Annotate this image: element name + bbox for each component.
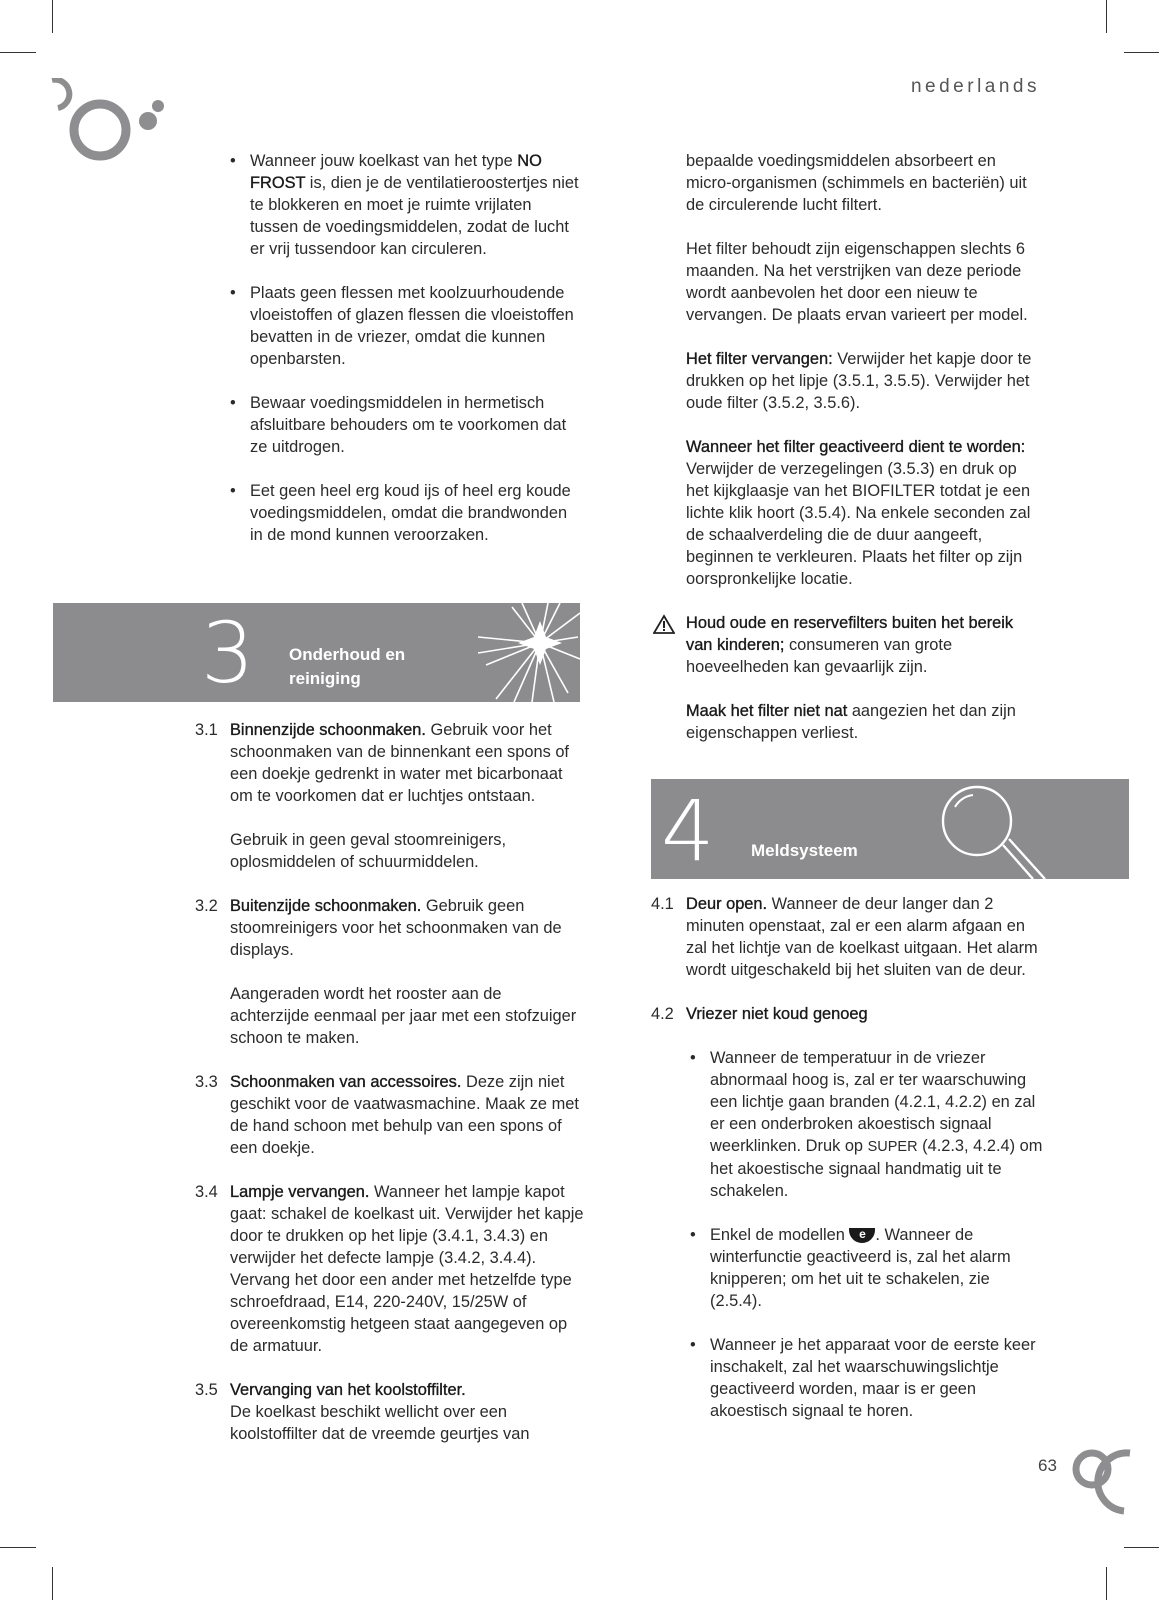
section-3-2: 3.2 Buitenzijde schoonmaken. Gebruik geen stoomreinigers voor het schoonmaken van de displays. Aangeraden wordt het rooster aan de achterzijde eenmaal per jaar met een stofzuiger schoon te maken. <box>195 897 577 1047</box>
chapter-number: 4 <box>661 782 715 879</box>
warning-triangle-icon <box>653 614 675 634</box>
language-label: nederlands <box>910 76 1040 97</box>
filter-replace: Het filter vervangen: Verwijder het kapje door te drukken op het lipje (3.5.1, 3.5.5). Verwijder het oude filter (3.5.2, 3.5.6). <box>686 350 1032 412</box>
circles-logo-icon <box>1068 1445 1138 1525</box>
circles-logo-icon <box>48 78 168 168</box>
filter-activate: Wanneer het filter geactiveerd dient te worden: Verwijder de verzegelingen (3.5.3) en druk op het kijkglaasje van het BIOFILTER totdat je een lichte klik hoort (3.5.4). Na enkele seconden zal de schaalverdeling die de duur aangeeft, beginnen te verkleuren. Plaats het filter op zijn oorspronkelijke locatie. <box>686 438 1031 588</box>
list-item: • Wanneer jouw koelkast van het type NO FROST is, dien je de ventilatieroostertjes niet te blokkeren en moet je ruimte vrijlaten tussen de voedingsmiddelen, zodat de lucht er vrij tussendoor kan circuleren. <box>228 150 583 260</box>
chapter-3-banner <box>53 603 580 702</box>
magnifier-icon <box>933 785 1053 879</box>
left-column-sections <box>195 719 585 1467</box>
chapter-number: 3 <box>201 604 255 702</box>
chapter-title: Onderhoud en reiniging <box>289 645 406 688</box>
list-item: • Wanneer de temperatuur in de vriezer abnormaal hoog is, zal er ter waarschuwing een lichtje gaan branden (4.2.1, 4.2.2) en zal er een onderbroken akoestisch signaal weerklinken. Druk op SUPER (4.2.3, 4.2.4) om het akoestische signaal handmatig uit te schakelen. <box>688 1047 1046 1202</box>
chapter-4-banner <box>651 779 1129 879</box>
list-item: • Plaats geen flessen met koolzuurhoudende vloeistoffen of glazen flessen die vloeistoffen bevatten in de vriezer, omdat die kunnen openbarsten. <box>228 282 583 370</box>
alarm-list <box>688 1047 1046 1422</box>
super-key-label: SUPER <box>867 1139 918 1155</box>
filter-lifetime: Het filter behoudt zijn eigenschappen slechts 6 maanden. Na het verstrijken van deze periode wordt aanbevolen het door een nieuw te vervangen. De plaats ervan varieert per model. <box>686 240 1028 324</box>
chapter-title: Meldsysteem <box>751 841 858 860</box>
usage-tips-list <box>228 150 583 546</box>
crop-mark <box>1106 1567 1107 1600</box>
list-item: • Wanneer je het apparaat voor de eerste keer inschakelt, zal het waarschuwingslichtje geactiveerd worden, maar is er geen akoestisch signaal te horen. <box>688 1334 1046 1422</box>
crop-mark <box>52 1567 53 1600</box>
crop-mark <box>0 1547 36 1548</box>
right-column-top <box>686 150 1041 766</box>
list-item: • Eet geen heel erg koud ijs of heel erg koude voedingsmiddelen, omdat die brandwonden in de mond kunnen veroorzaken. <box>228 480 583 546</box>
crop-mark <box>1124 52 1159 53</box>
left-column-top <box>228 150 583 568</box>
section-3-3: 3.3 Schoonmaken van accessoires. Deze zijn niet geschikt voor de vaatwasmachine. Maak ze met de hand schoon met behulp van een spons of een doekje. <box>195 1073 579 1157</box>
list-item: • Bewaar voedingsmiddelen in hermetisch afsluitbare behouders om te voorkomen dat ze uitdrogen. <box>228 392 583 458</box>
filter-dry: Maak het filter niet nat aangezien het dan zijn eigenschappen verliest. <box>686 702 1016 742</box>
crop-mark <box>1124 1547 1159 1548</box>
section-3-5: 3.5 Vervanging van het koolstoffilter. De koelkast beschikt wellicht over een koolstoffilter dat de vreemde geurtjes van <box>195 1381 530 1443</box>
section-4-2: 4.2 Vriezer niet koud genoeg • Wanneer de temperatuur in de vriezer abnormaal hoog is, zal er ter waarschuwing een lichtje gaan branden (4.2.1, 4.2.2) en zal er een onderbroken akoestisch signaal weerklinken. Druk op SUPER (4.2.3, 4.2.4) om het akoestische signaal handmatig uit te schakelen. • Enkel de modellen e . Wanneer de winterfunctie geactiveerd is, zal het alarm knipperen; om het uit te schakelen, zie (2.5.4). • Wanneer je het apparaat voor de eerste keer inschakelt, zal het waarschuwingslichtje geactiveerd worden, maar is er geen akoestisch signaal te horen. <box>651 1003 1046 1422</box>
crop-mark <box>0 52 36 53</box>
page-number: 63 <box>1038 1456 1057 1475</box>
section-3-1: 3.1 Binnenzijde schoonmaken. Gebruik voor het schoonmaken van de binnenkant een spons of een doekje gedrenkt in water met bicarbonaat om te voorkomen dat er luchtjes ontstaan. Gebruik in geen geval stoomreinigers, oplosmiddelen of schuurmiddelen. <box>195 721 569 871</box>
list-item: • Enkel de modellen e . Wanneer de winterfunctie geactiveerd is, zal het alarm knipperen; om het uit te schakelen, zie (2.5.4). <box>688 1224 1046 1312</box>
section-4-1: 4.1 Deur open. Wanneer de deur langer dan 2 minuten openstaat, zal er een alarm afgaan en zal het lichtje van de koelkast uitgaan. Het alarm wordt uitgeschakeld bij het sluiten van de deur. <box>651 895 1038 979</box>
warning-block: Houd oude en reservefilters buiten het bereik van kinderen; consumeren van grote hoeveelheden kan gevaarlijk zijn. <box>686 612 1041 678</box>
crop-mark <box>1106 0 1107 33</box>
crop-mark <box>52 0 53 33</box>
e-model-badge-icon: e <box>849 1228 875 1243</box>
filter-intro: bepaalde voedingsmiddelen absorbeert en micro-organismen (schimmels en bacteriën) uit de circulerende lucht filtert. <box>686 152 1027 214</box>
section-3-4: 3.4 Lampje vervangen. Wanneer het lampje kapot gaat: schakel de koelkast uit. Verwijder het kapje door te drukken op het lipje (3.4.1, 3.4.3) en verwijder het defecte lampje (3.4.2, 3.4.4). Vervang het door een ander met hetzelfde type schroefdraad, E14, 220-240V, 15/25W of overeenkomstig hetgeen staat aangegeven op de armatuur. <box>195 1183 584 1355</box>
sparkle-icon <box>478 603 580 702</box>
right-column-sections <box>651 893 1046 1444</box>
